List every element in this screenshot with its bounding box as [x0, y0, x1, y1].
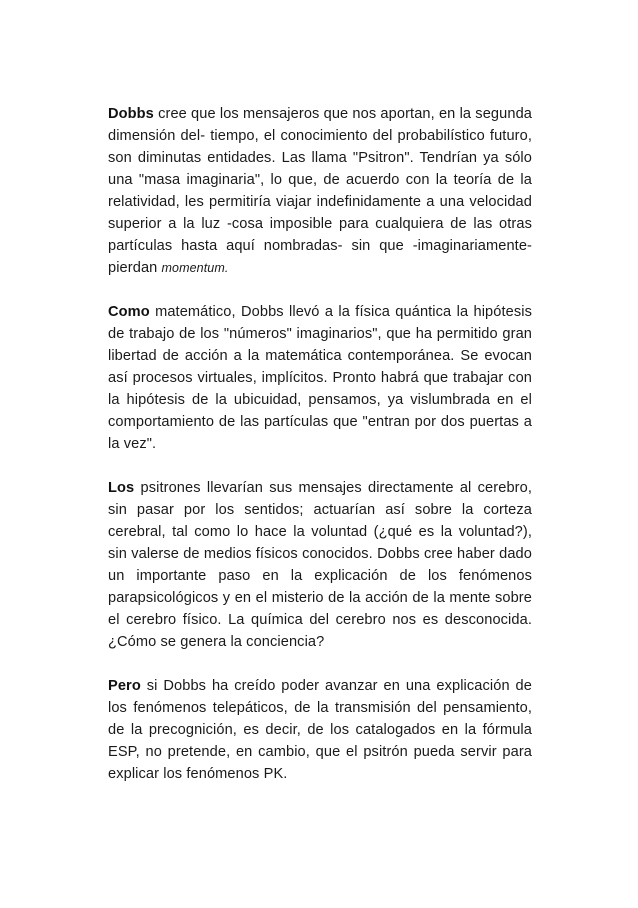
- body-text: [108, 103, 532, 807]
- paragraph-lead-word: Como: [108, 304, 150, 320]
- paragraph-body: si Dobbs ha creído poder avanzar en una explicación de los fenómenos telepáticos, de la transmisión del pensamiento, de la precognición, es decir, de los catalogados en la fórmula ESP, no pretende, en cambio, que el psitrón pueda servir para explicar los fenómenos PK.: [108, 678, 532, 782]
- paragraph-como: [108, 301, 532, 455]
- paragraph-lead-word: Dobbs: [108, 106, 154, 122]
- paragraph-los: [108, 477, 532, 653]
- paragraph-lead-word: Pero: [108, 678, 141, 694]
- paragraph-pero: [108, 675, 532, 785]
- paragraph-body: cree que los mensajeros que nos aportan, en la segunda dimensión del- tiempo, el conocimiento del probabilístico futuro, son diminutas entidades. Las llama "Psitron". Tendrían ya sólo una "masa imaginaria", lo que, de acuerdo con la teoría de la relatividad, les permitiría viajar indefinidamente a una velocidad superior a la luz -cosa imposible para cualquiera de las otras partículas hasta aquí nombradas- sin que -imaginariamente- pierdan: [108, 106, 532, 276]
- paragraph-body: psitrones llevarían sus mensajes directamente al cerebro, sin pasar por los sentidos; actuarían así sobre la corteza cerebral, tal como lo hace la voluntad (¿qué es la voluntad?), sin valerse de medios físicos conocidos. Dobbs cree haber dado un importante paso en la explicación de los fenómenos parapsicológicos y en el misterio de la acción de la mente sobre el cerebro físico. La química del cerebro nos es desconocida. ¿Cómo se genera la conciencia?: [108, 480, 532, 650]
- paragraph-body: matemático, Dobbs llevó a la física quántica la hipótesis de trabajo de los "números" imaginarios", que ha permitido gran libertad de acción a la matemática contemporánea. Se evocan así procesos virtuales, implícitos. Pronto habrá que trabajar con la hipótesis de la ubicuidad, pensamos, ya vislumbrada en el comportamiento de las partículas que "entran por dos puertas a la vez".: [108, 304, 532, 452]
- paragraph-lead-word: Los: [108, 480, 135, 496]
- paragraph-italic-term: momentum.: [161, 261, 229, 275]
- paragraph-dobbs: [108, 103, 532, 279]
